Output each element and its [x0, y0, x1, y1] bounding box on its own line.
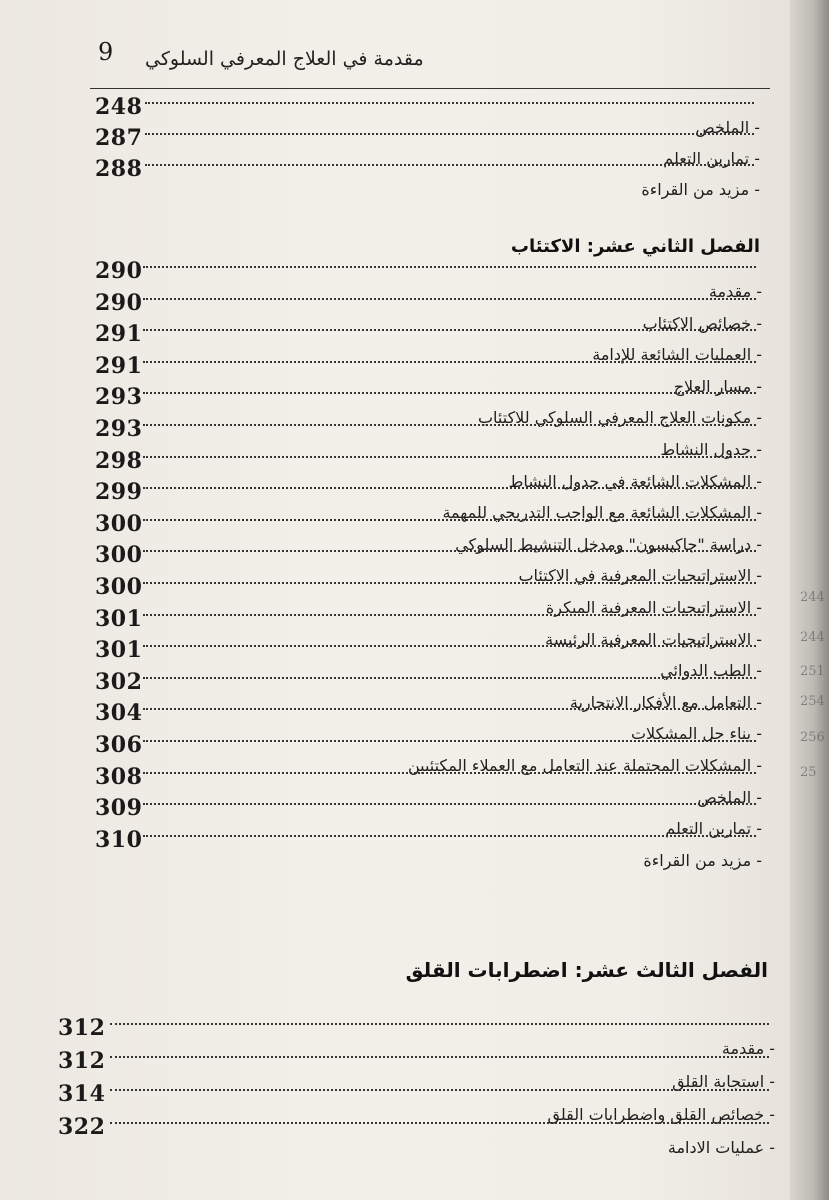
toc-leader-dots — [143, 582, 756, 584]
toc-entry-label: - مقدمة — [708, 282, 762, 301]
toc-row — [95, 510, 762, 554]
toc-leader-dots — [143, 266, 756, 268]
toc-entry-label: - خصائص القلق واضطرابات القلق — [547, 1105, 775, 1124]
toc-leader-dots — [110, 1122, 769, 1124]
toc-row — [95, 732, 762, 775]
toc-entry-label: - تمارين التعلم — [665, 819, 762, 839]
toc-entry-label: - مكونات العلاج المعرفي السلوكي للاكتئاب — [477, 408, 762, 428]
toc-row — [95, 289, 762, 333]
page-number: 9 — [98, 38, 114, 66]
toc-entry-label: - مزيد من القراءة — [643, 850, 762, 870]
toc-leader-dots — [145, 164, 754, 166]
bleed-number: 256 — [800, 730, 825, 745]
toc-row — [95, 447, 762, 491]
toc-leader-dots — [143, 519, 756, 521]
toc-row — [95, 795, 762, 839]
toc-leader-dots — [143, 708, 756, 710]
toc-page-number: 291 — [95, 352, 143, 379]
toc-leader-dots — [143, 772, 756, 774]
toc-entry-label: - مزيد من القراءة — [641, 180, 760, 199]
toc-entry-label: - الملخص — [695, 118, 760, 137]
toc-leader-dots — [110, 1056, 769, 1058]
bleed-number: 251 — [800, 664, 825, 679]
toc-entry-label: - عمليات الادامة — [667, 1138, 775, 1157]
page-header — [90, 38, 770, 89]
toc-page-number: 248 — [95, 94, 143, 120]
bleed-number: 244 — [800, 590, 825, 605]
toc-page-number: 310 — [95, 826, 143, 853]
toc-entry-label: - جدول النشاط — [660, 440, 762, 459]
toc-row — [95, 574, 762, 617]
toc-page-number: 308 — [95, 763, 143, 790]
toc-leader-dots — [143, 614, 756, 616]
toc-page-number: 299 — [95, 479, 143, 506]
toc-page-number: 298 — [95, 447, 143, 474]
toc-entry-label: - الملخص — [697, 787, 762, 807]
toc-page-number: 312 — [58, 1048, 106, 1074]
toc-page-number: 293 — [95, 416, 143, 442]
toc-page-number: 288 — [95, 156, 143, 182]
toc-row — [95, 637, 762, 681]
toc-page-number: 309 — [95, 795, 143, 822]
toc-page-number: 304 — [95, 700, 143, 727]
toc-leader-dots — [143, 835, 756, 837]
toc-entry-label: - التعامل مع الأفكار الانتحارية — [569, 692, 762, 712]
toc-row — [58, 1081, 775, 1124]
toc-row — [95, 668, 762, 712]
toc-row — [95, 94, 760, 137]
toc-entry-label: - الاستراتيجيات المعرفية في الاكتئاب — [518, 566, 762, 586]
toc-leader-dots — [143, 803, 756, 805]
toc-row — [95, 352, 762, 396]
toc-entry-label: - دراسة "جاكبسون" ومدخل التنشيط السلوكي — [455, 534, 762, 554]
toc-page-number: 287 — [95, 125, 143, 151]
toc-entry-label: - الطب الدوائي — [660, 661, 762, 681]
toc-leader-dots — [143, 329, 756, 331]
toc-entry-label: - المشكلات الشائعة مع الواجب التدريجي للمهمة — [442, 503, 762, 523]
toc-leader-dots — [145, 133, 754, 135]
toc-leader-dots — [145, 102, 754, 104]
toc-leader-dots — [143, 550, 756, 552]
toc-row — [95, 416, 762, 459]
toc-entry-label: - الاستراتيجيات المعرفية الرئيسة — [545, 629, 762, 649]
toc-page-number: 290 — [95, 289, 143, 316]
toc-row — [95, 156, 760, 199]
toc-page-number: 314 — [58, 1081, 106, 1107]
toc-row — [58, 1048, 775, 1091]
toc-entry-label: - المشكلات المحتملة عند التعامل مع العملاء المكتئبين — [407, 756, 762, 775]
toc-page-number: 302 — [95, 668, 143, 695]
toc-leader-dots — [143, 677, 756, 679]
bleed-number: 25 — [800, 765, 817, 780]
toc-page-number: 306 — [95, 732, 143, 758]
toc-entry-label: - الاستراتيجيات المعرفية المبكرة — [545, 598, 762, 617]
toc-row — [58, 1015, 775, 1058]
toc-row — [95, 258, 762, 301]
toc-page-number: 301 — [95, 605, 143, 632]
toc-row — [95, 479, 762, 523]
toc-entry-label: - العمليات الشائعة للإدامة — [592, 345, 762, 365]
toc-page-number: 300 — [95, 574, 143, 600]
toc-entry-label: - استجابة القلق — [672, 1072, 775, 1091]
toc-page-number: 291 — [95, 321, 143, 348]
toc-row — [95, 542, 762, 586]
toc-entry-label: - خصائص الاكتئاب — [642, 313, 762, 333]
toc-leader-dots — [143, 740, 756, 742]
toc-row — [95, 826, 762, 870]
toc-leader-dots — [143, 298, 756, 300]
toc-page-number: 300 — [95, 542, 143, 569]
toc-page-number: 293 — [95, 384, 143, 411]
toc-entry-label: - بناء حل المشكلات — [630, 724, 762, 744]
toc-row — [95, 763, 762, 807]
chapter-13-heading: الفصل الثالث عشر: اضطرابات القلق — [405, 958, 768, 982]
toc-entry-label: - المشكلات الشائعة في جدول النشاط — [508, 471, 762, 491]
toc-leader-dots — [110, 1089, 769, 1091]
toc-page-number: 300 — [95, 510, 143, 537]
toc-row — [95, 125, 760, 168]
toc-leader-dots — [143, 392, 756, 394]
toc-row — [95, 605, 762, 649]
toc-leader-dots — [143, 456, 756, 458]
bleed-number: 254 — [800, 694, 825, 709]
toc-row — [95, 700, 762, 744]
toc-leader-dots — [110, 1023, 769, 1025]
toc-row — [58, 1114, 775, 1157]
toc-page-number: 290 — [95, 258, 143, 284]
running-title: مقدمة في العلاج المعرفي السلوكي — [145, 48, 424, 70]
toc-row — [95, 384, 762, 428]
toc-page-number: 312 — [58, 1015, 106, 1041]
toc-leader-dots — [143, 361, 756, 363]
toc-entry-label: - تمارين التعلم — [663, 149, 760, 168]
toc-page-number: 301 — [95, 637, 143, 664]
toc-entry-label: - مقدمة — [721, 1039, 775, 1058]
toc-leader-dots — [143, 424, 756, 426]
toc-leader-dots — [143, 645, 756, 647]
toc-row — [95, 321, 762, 365]
bleed-number: 244 — [800, 630, 825, 645]
chapter-12-heading: الفصل الثاني عشر: الاكتئاب — [510, 236, 760, 257]
toc-leader-dots — [143, 487, 756, 489]
toc-page-number: 322 — [58, 1114, 106, 1140]
toc-entry-label: - مسار العلاج — [673, 376, 762, 396]
